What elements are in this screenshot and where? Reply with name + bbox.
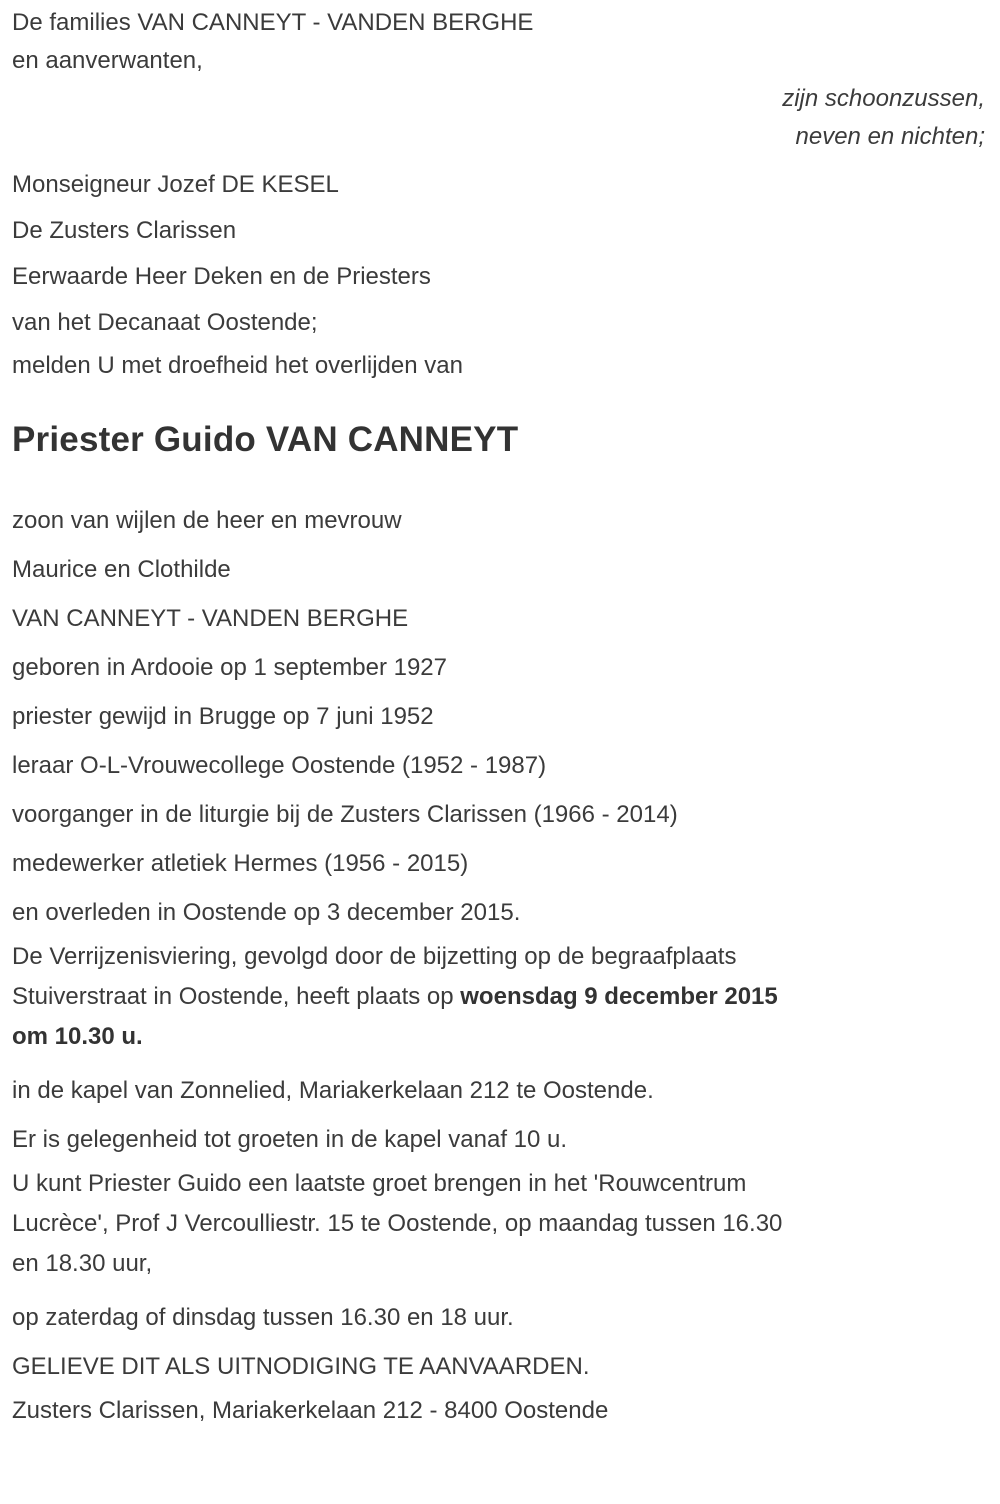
families-block bbox=[12, 4, 985, 80]
viewing-line-3: en 18.30 uur, bbox=[12, 1250, 153, 1277]
chapel-line: in de kapel van Zonnelied, Mariakerkelaan 212 te Oostende. bbox=[12, 1077, 654, 1104]
bio-line-1: zoon van wijlen de heer en mevrouw bbox=[12, 507, 402, 534]
relatives-line-1: zijn schoonzussen, bbox=[782, 85, 985, 112]
service-line-2-text: Stuiverstraat in Oostende, heeft plaats op bbox=[12, 983, 461, 1010]
bio-line-8: medewerker atletiek Hermes (1956 - 2015) bbox=[12, 850, 469, 877]
bio-line-3: VAN CANNEYT - VANDEN BERGHE bbox=[12, 605, 409, 632]
service-line-1 bbox=[12, 937, 985, 977]
viewing-block bbox=[12, 1164, 985, 1284]
service-time-bold: om 10.30 u. bbox=[12, 1023, 143, 1050]
relatives-block bbox=[12, 80, 985, 156]
clergy-line-3: Eerwaarde Heer Deken en de Priesters bbox=[12, 263, 431, 290]
greeting-line: Er is gelegenheid tot groeten in de kapel vanaf 10 u. bbox=[12, 1126, 568, 1153]
service-date-bold: woensdag 9 december 2015 bbox=[460, 983, 778, 1010]
relatives-line-2: neven en nichten; bbox=[795, 123, 985, 150]
clergy-block bbox=[12, 162, 985, 346]
clergy-line-4: van het Decanaat Oostende; bbox=[12, 309, 318, 336]
service-line-3 bbox=[12, 1017, 985, 1057]
viewing-line-2: Lucrèce', Prof J Vercoulliestr. 15 te Oostende, op maandag tussen 16.30 bbox=[12, 1210, 783, 1237]
bio-line-9: en overleden in Oostende op 3 december 2015. bbox=[12, 899, 521, 926]
service-line-2 bbox=[12, 977, 985, 1017]
bio-line-6: leraar O-L-Vrouwecollege Oostende (1952 - 1987) bbox=[12, 752, 547, 779]
clergy-line-2: De Zusters Clarissen bbox=[12, 217, 237, 244]
families-line-1: De families VAN CANNEYT - VANDEN BERGHE bbox=[12, 9, 534, 36]
viewing-line-1: U kunt Priester Guido een laatste groet brengen in het 'Rouwcentrum bbox=[12, 1170, 747, 1197]
invitation-line: GELIEVE DIT ALS UITNODIGING TE AANVAARDEN. bbox=[12, 1353, 590, 1380]
address-line: Zusters Clarissen, Mariakerkelaan 212 - 8400 Oostende bbox=[12, 1397, 609, 1424]
clergy-line-1: Monseigneur Jozef DE KESEL bbox=[12, 171, 339, 198]
bio-line-4: geboren in Ardooie op 1 september 1927 bbox=[12, 654, 447, 681]
viewing-extra-line: op zaterdag of dinsdag tussen 16.30 en 18 uur. bbox=[12, 1304, 514, 1331]
service-line-1-text: De Verrijzenisviering, gevolgd door de bijzetting op de begraafplaats bbox=[12, 943, 737, 970]
bio-line-2: Maurice en Clothilde bbox=[12, 556, 231, 583]
bio-line-5: priester gewijd in Brugge op 7 juni 1952 bbox=[12, 703, 434, 730]
announcement-line: melden U met droefheid het overlijden van bbox=[12, 352, 463, 379]
deceased-name: Priester Guido VAN CANNEYT bbox=[12, 420, 519, 459]
biography-block bbox=[12, 496, 985, 937]
service-announcement bbox=[12, 937, 985, 1057]
families-line-2: en aanverwanten, bbox=[12, 47, 203, 74]
bio-line-7: voorganger in de liturgie bij de Zusters Clarissen (1966 - 2014) bbox=[12, 801, 678, 828]
